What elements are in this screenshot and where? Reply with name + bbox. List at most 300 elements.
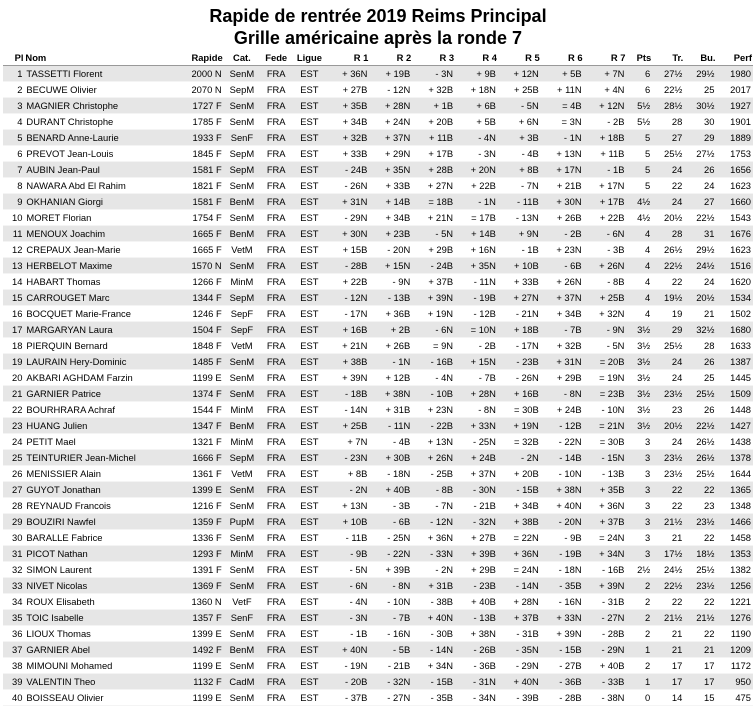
table-cell: + 28N bbox=[455, 386, 498, 402]
table-cell: 28 bbox=[652, 114, 684, 130]
table-cell: 3½ bbox=[626, 386, 652, 402]
table-cell: 17 bbox=[652, 674, 684, 690]
table-row bbox=[3, 146, 753, 162]
table-cell: EST bbox=[292, 578, 326, 594]
table-cell: PIERQUIN Bernard bbox=[24, 338, 174, 354]
table-cell: - 16N bbox=[541, 594, 584, 610]
table-cell: + 33B bbox=[369, 178, 412, 194]
table-cell: 1753 bbox=[716, 146, 753, 162]
table-cell: - 13B bbox=[369, 290, 412, 306]
table-cell: + 20B bbox=[498, 466, 541, 482]
table-cell: - 13B bbox=[584, 466, 627, 482]
table-row bbox=[3, 690, 753, 706]
table-cell: VetM bbox=[224, 338, 260, 354]
table-cell: EST bbox=[292, 562, 326, 578]
table-cell: 27½ bbox=[684, 146, 716, 162]
table-cell: 1321 F bbox=[174, 434, 223, 450]
table-cell: VetF bbox=[224, 594, 260, 610]
table-cell: + 26N bbox=[584, 258, 627, 274]
table-cell: 1427 bbox=[716, 418, 753, 434]
table-cell: SepM bbox=[224, 146, 260, 162]
table-cell: + 17B bbox=[584, 194, 627, 210]
table-cell: - 9N bbox=[584, 322, 627, 338]
table-cell: + 40N bbox=[412, 610, 455, 626]
table-cell: BARALLE Fabrice bbox=[24, 530, 174, 546]
table-cell: + 12N bbox=[498, 66, 541, 82]
table-cell: 29 bbox=[684, 130, 716, 146]
table-cell: 3 bbox=[626, 466, 652, 482]
table-cell: EST bbox=[292, 418, 326, 434]
table-cell: - 12N bbox=[369, 82, 412, 98]
table-cell: = 30B bbox=[584, 434, 627, 450]
table-cell: + 16B bbox=[327, 322, 370, 338]
table-cell: + 17B bbox=[412, 146, 455, 162]
table-cell: 1199 E bbox=[174, 690, 223, 706]
table-cell: + 40N bbox=[541, 498, 584, 514]
table-cell: + 27N bbox=[498, 290, 541, 306]
table-cell: - 9N bbox=[369, 274, 412, 290]
table-cell: - 4B bbox=[369, 434, 412, 450]
table-cell: 30½ bbox=[684, 98, 716, 114]
table-cell: + 2B bbox=[369, 322, 412, 338]
column-header: R 7 bbox=[584, 50, 627, 66]
table-cell: SenM bbox=[224, 482, 260, 498]
table-cell: SenM bbox=[224, 354, 260, 370]
table-cell: - 17N bbox=[498, 338, 541, 354]
table-cell: - 6B bbox=[541, 258, 584, 274]
table-cell: 4 bbox=[626, 258, 652, 274]
table-cell: - 6N bbox=[327, 578, 370, 594]
table-cell: 29½ bbox=[684, 66, 716, 82]
table-cell: 1353 bbox=[716, 546, 753, 562]
table-cell: BECUWE Olivier bbox=[24, 82, 174, 98]
table-cell: - 1N bbox=[455, 194, 498, 210]
table-cell: EST bbox=[292, 546, 326, 562]
table-cell: 25½ bbox=[652, 146, 684, 162]
table-cell: - 19N bbox=[327, 658, 370, 674]
table-cell: + 36N bbox=[412, 530, 455, 546]
table-cell: 1369 F bbox=[174, 578, 223, 594]
table-cell: EST bbox=[292, 530, 326, 546]
table-cell: - 23N bbox=[327, 450, 370, 466]
table-cell: - 25N bbox=[455, 434, 498, 450]
table-cell: 3 bbox=[626, 450, 652, 466]
table-cell: + 30N bbox=[541, 194, 584, 210]
table-cell: MIMOUNI Mohamed bbox=[24, 658, 174, 674]
table-cell: 38 bbox=[3, 658, 24, 674]
table-cell: + 28B bbox=[412, 162, 455, 178]
table-cell: SenM bbox=[224, 530, 260, 546]
table-cell: SenM bbox=[224, 210, 260, 226]
table-cell: - 27B bbox=[541, 658, 584, 674]
table-cell: + 15N bbox=[455, 354, 498, 370]
table-cell: - 33B bbox=[584, 674, 627, 690]
table-cell: 5½ bbox=[626, 98, 652, 114]
table-row bbox=[3, 306, 753, 322]
table-cell: - 5N bbox=[327, 562, 370, 578]
table-row bbox=[3, 466, 753, 482]
table-cell: 28½ bbox=[652, 98, 684, 114]
table-cell: + 37B bbox=[498, 610, 541, 626]
table-cell: - 30N bbox=[455, 482, 498, 498]
table-cell: FRA bbox=[260, 274, 292, 290]
table-cell: - 19B bbox=[541, 546, 584, 562]
table-cell: - 28B bbox=[584, 626, 627, 642]
column-header: Bu. bbox=[684, 50, 716, 66]
table-cell: - 6N bbox=[584, 226, 627, 242]
table-cell: FRA bbox=[260, 242, 292, 258]
table-cell: - 5N bbox=[584, 338, 627, 354]
table-cell: + 19B bbox=[369, 66, 412, 82]
table-cell: 2 bbox=[3, 82, 24, 98]
table-cell: + 9B bbox=[455, 66, 498, 82]
table-cell: + 28N bbox=[369, 98, 412, 114]
table-cell: 17 bbox=[684, 658, 716, 674]
table-row bbox=[3, 338, 753, 354]
table-cell: 1821 F bbox=[174, 178, 223, 194]
table-cell: 3 bbox=[626, 530, 652, 546]
table-cell: DURANT Christophe bbox=[24, 114, 174, 130]
table-cell: - 8N bbox=[369, 578, 412, 594]
column-header: Fede bbox=[260, 50, 292, 66]
table-row bbox=[3, 178, 753, 194]
table-cell: + 36B bbox=[369, 306, 412, 322]
table-cell: 32 bbox=[3, 562, 24, 578]
table-cell: FRA bbox=[260, 642, 292, 658]
table-cell: 22 bbox=[652, 178, 684, 194]
table-row bbox=[3, 194, 753, 210]
table-cell: 22½ bbox=[652, 258, 684, 274]
table-cell: 35 bbox=[3, 610, 24, 626]
table-cell: VALENTIN Theo bbox=[24, 674, 174, 690]
table-cell: = 10N bbox=[455, 322, 498, 338]
table-cell: 27 bbox=[652, 130, 684, 146]
table-cell: 4½ bbox=[626, 194, 652, 210]
table-cell: + 35N bbox=[369, 162, 412, 178]
table-cell: AKBARI AGHDAM Farzin bbox=[24, 370, 174, 386]
table-cell: 16 bbox=[3, 306, 24, 322]
table-cell: 1382 bbox=[716, 562, 753, 578]
table-cell: + 38B bbox=[498, 514, 541, 530]
table-row bbox=[3, 162, 753, 178]
table-cell: FRA bbox=[260, 434, 292, 450]
table-cell: 39 bbox=[3, 674, 24, 690]
table-cell: = 21N bbox=[584, 418, 627, 434]
table-cell: REYNAUD Francois bbox=[24, 498, 174, 514]
table-row bbox=[3, 290, 753, 306]
table-cell: EST bbox=[292, 626, 326, 642]
table-cell: MENISSIER Alain bbox=[24, 466, 174, 482]
table-cell: MinM bbox=[224, 274, 260, 290]
table-cell: 4 bbox=[626, 274, 652, 290]
table-cell: 1623 bbox=[716, 178, 753, 194]
table-cell: - 30B bbox=[412, 626, 455, 642]
table-cell: + 18B bbox=[498, 322, 541, 338]
table-cell: 1927 bbox=[716, 98, 753, 114]
table-cell: 27 bbox=[3, 482, 24, 498]
table-cell: 1581 F bbox=[174, 162, 223, 178]
table-cell: + 29B bbox=[455, 562, 498, 578]
table-cell: + 39N bbox=[327, 370, 370, 386]
table-cell: SepF bbox=[224, 322, 260, 338]
table-cell: 1221 bbox=[716, 594, 753, 610]
table-row bbox=[3, 210, 753, 226]
table-row bbox=[3, 610, 753, 626]
table-cell: - 21B bbox=[369, 658, 412, 674]
table-cell: 6 bbox=[626, 82, 652, 98]
table-cell: + 26B bbox=[541, 210, 584, 226]
table-cell: - 12N bbox=[412, 514, 455, 530]
table-cell: EST bbox=[292, 610, 326, 626]
table-cell: 1933 F bbox=[174, 130, 223, 146]
table-cell: 29 bbox=[652, 322, 684, 338]
table-cell: 26 bbox=[684, 162, 716, 178]
column-header: R 4 bbox=[455, 50, 498, 66]
table-cell: 1199 E bbox=[174, 658, 223, 674]
table-cell: SenM bbox=[224, 626, 260, 642]
table-cell: 15 bbox=[3, 290, 24, 306]
table-cell: - 5N bbox=[412, 226, 455, 242]
table-cell: 23 bbox=[684, 498, 716, 514]
table-cell: 29 bbox=[3, 514, 24, 530]
table-cell: - 14B bbox=[541, 450, 584, 466]
table-cell: - 38N bbox=[584, 690, 627, 706]
table-cell: + 29B bbox=[412, 242, 455, 258]
table-cell: 1623 bbox=[716, 242, 753, 258]
table-cell: EST bbox=[292, 386, 326, 402]
table-cell: - 5B bbox=[369, 642, 412, 658]
table-cell: FRA bbox=[260, 258, 292, 274]
table-cell: FRA bbox=[260, 466, 292, 482]
table-cell: - 4B bbox=[498, 146, 541, 162]
table-cell: MARGARYAN Laura bbox=[24, 322, 174, 338]
table-cell: + 28N bbox=[498, 594, 541, 610]
table-cell: PREVOT Jean-Louis bbox=[24, 146, 174, 162]
table-cell: + 14B bbox=[369, 194, 412, 210]
table-cell: 28 bbox=[652, 226, 684, 242]
table-cell: SepM bbox=[224, 290, 260, 306]
table-cell: + 23B bbox=[369, 226, 412, 242]
table-cell: EST bbox=[292, 322, 326, 338]
table-cell: 1848 F bbox=[174, 338, 223, 354]
page-title: Rapide de rentrée 2019 Reims Principal bbox=[209, 6, 547, 26]
table-cell: + 40N bbox=[498, 674, 541, 690]
table-row bbox=[3, 514, 753, 530]
table-cell: - 7B bbox=[541, 322, 584, 338]
table-cell: + 34N bbox=[584, 546, 627, 562]
table-cell: + 35N bbox=[455, 258, 498, 274]
table-cell: - 20B bbox=[327, 674, 370, 690]
table-cell: = 30B bbox=[498, 402, 541, 418]
table-cell: + 34B bbox=[498, 498, 541, 514]
table-cell: EST bbox=[292, 402, 326, 418]
table-cell: 1360 N bbox=[174, 594, 223, 610]
table-cell: FRA bbox=[260, 290, 292, 306]
table-cell: 20 bbox=[3, 370, 24, 386]
table-cell: EST bbox=[292, 114, 326, 130]
table-cell: + 29B bbox=[541, 370, 584, 386]
table-row bbox=[3, 322, 753, 338]
table-cell: EST bbox=[292, 594, 326, 610]
table-cell: + 35B bbox=[584, 482, 627, 498]
table-cell: - 10N bbox=[369, 594, 412, 610]
table-cell: 1172 bbox=[716, 658, 753, 674]
table-cell: 1256 bbox=[716, 578, 753, 594]
table-row bbox=[3, 386, 753, 402]
table-row bbox=[3, 450, 753, 466]
table-cell: + 20N bbox=[455, 162, 498, 178]
table-cell: 1633 bbox=[716, 338, 753, 354]
table-cell: + 22B bbox=[584, 210, 627, 226]
table-cell: - 31N bbox=[455, 674, 498, 690]
table-cell: 1502 bbox=[716, 306, 753, 322]
table-cell: + 35B bbox=[327, 98, 370, 114]
table-row bbox=[3, 114, 753, 130]
table-cell: 2½ bbox=[626, 562, 652, 578]
table-cell: FRA bbox=[260, 514, 292, 530]
table-cell: SenM bbox=[224, 114, 260, 130]
table-cell: SepF bbox=[224, 306, 260, 322]
table-cell: 26 bbox=[3, 466, 24, 482]
table-cell: EST bbox=[292, 450, 326, 466]
table-cell: EST bbox=[292, 514, 326, 530]
table-cell: 22 bbox=[652, 482, 684, 498]
table-cell: FRA bbox=[260, 626, 292, 642]
table-cell: - 27N bbox=[584, 610, 627, 626]
table-cell: - 16B bbox=[584, 562, 627, 578]
table-cell: FRA bbox=[260, 402, 292, 418]
table-cell: BOUZIRI Nawfel bbox=[24, 514, 174, 530]
table-cell: 1246 F bbox=[174, 306, 223, 322]
table-cell: - 24B bbox=[412, 258, 455, 274]
table-row bbox=[3, 82, 753, 98]
table-cell: + 15N bbox=[369, 258, 412, 274]
table-cell: 19 bbox=[652, 306, 684, 322]
table-cell: 8 bbox=[3, 178, 24, 194]
table-cell: - 1B bbox=[584, 162, 627, 178]
table-cell: - 1N bbox=[541, 130, 584, 146]
table-cell: - 29N bbox=[327, 210, 370, 226]
table-cell: - 29N bbox=[498, 658, 541, 674]
table-cell: 1458 bbox=[716, 530, 753, 546]
table-cell: FRA bbox=[260, 98, 292, 114]
table-cell: - 23B bbox=[498, 354, 541, 370]
table-cell: 1509 bbox=[716, 386, 753, 402]
table-cell: + 32N bbox=[584, 306, 627, 322]
table-cell: 1344 F bbox=[174, 290, 223, 306]
table-cell: 3 bbox=[626, 546, 652, 562]
table-cell: 1 bbox=[3, 66, 24, 82]
table-cell: 21 bbox=[652, 530, 684, 546]
table-cell: 2000 N bbox=[174, 66, 223, 82]
table-cell: 1399 E bbox=[174, 626, 223, 642]
table-cell: + 5B bbox=[455, 114, 498, 130]
table-cell: 25½ bbox=[684, 386, 716, 402]
table-cell: 4½ bbox=[626, 210, 652, 226]
table-cell: + 10B bbox=[327, 514, 370, 530]
table-cell: 6 bbox=[3, 146, 24, 162]
table-cell: + 34B bbox=[369, 210, 412, 226]
column-header: R 2 bbox=[369, 50, 412, 66]
table-cell: 23½ bbox=[652, 466, 684, 482]
table-cell: SenM bbox=[224, 658, 260, 674]
table-cell: 1504 F bbox=[174, 322, 223, 338]
table-cell: 1680 bbox=[716, 322, 753, 338]
table-cell: 7 bbox=[3, 162, 24, 178]
table-cell: GARNIER Abel bbox=[24, 642, 174, 658]
table-cell: MAGNIER Christophe bbox=[24, 98, 174, 114]
table-cell: AUBIN Jean-Paul bbox=[24, 162, 174, 178]
table-cell: 1448 bbox=[716, 402, 753, 418]
table-cell: 17 bbox=[652, 658, 684, 674]
table-cell: + 27B bbox=[327, 82, 370, 98]
table-cell: 1378 bbox=[716, 450, 753, 466]
table-cell: MORET Florian bbox=[24, 210, 174, 226]
table-cell: CREPAUX Jean-Marie bbox=[24, 242, 174, 258]
table-cell: + 16N bbox=[455, 242, 498, 258]
table-cell: - 26N bbox=[498, 370, 541, 386]
table-cell: + 6N bbox=[498, 114, 541, 130]
table-cell: 21 bbox=[3, 386, 24, 402]
table-row bbox=[3, 258, 753, 274]
table-cell: 25 bbox=[684, 370, 716, 386]
table-cell: 14 bbox=[3, 274, 24, 290]
table-cell: + 26B bbox=[369, 338, 412, 354]
table-cell: 12 bbox=[3, 242, 24, 258]
table-cell: OKHANIAN Giorgi bbox=[24, 194, 174, 210]
column-header: Rapide bbox=[174, 50, 223, 66]
table-cell: + 37N bbox=[369, 130, 412, 146]
column-header: R 3 bbox=[412, 50, 455, 66]
table-cell: + 40N bbox=[327, 642, 370, 658]
table-cell: + 19N bbox=[498, 418, 541, 434]
table-cell: - 36B bbox=[455, 658, 498, 674]
table-cell: 1980 bbox=[716, 66, 753, 82]
table-cell: EST bbox=[292, 482, 326, 498]
table-cell: - 10N bbox=[584, 402, 627, 418]
column-header: R 1 bbox=[327, 50, 370, 66]
table-cell: - 4N bbox=[327, 594, 370, 610]
table-cell: FRA bbox=[260, 178, 292, 194]
table-cell: - 1N bbox=[369, 354, 412, 370]
table-cell: 1901 bbox=[716, 114, 753, 130]
table-cell: 22 bbox=[652, 498, 684, 514]
table-cell: FRA bbox=[260, 450, 292, 466]
table-cell: - 32N bbox=[369, 674, 412, 690]
table-cell: = 22N bbox=[498, 530, 541, 546]
column-header: Cat. bbox=[224, 50, 260, 66]
table-cell: + 40B bbox=[455, 594, 498, 610]
table-cell: - 11N bbox=[369, 418, 412, 434]
table-cell: + 32B bbox=[412, 82, 455, 98]
table-cell: + 32B bbox=[541, 338, 584, 354]
table-cell: MinM bbox=[224, 402, 260, 418]
table-cell: 21 bbox=[684, 306, 716, 322]
table-cell: 27½ bbox=[652, 66, 684, 82]
table-cell: + 11N bbox=[541, 82, 584, 98]
table-cell: 1543 bbox=[716, 210, 753, 226]
table-cell: SenM bbox=[224, 98, 260, 114]
table-cell: - 12N bbox=[327, 290, 370, 306]
table-cell: + 18N bbox=[455, 82, 498, 98]
table-row bbox=[3, 562, 753, 578]
table-cell: - 23B bbox=[455, 578, 498, 594]
table-cell: 1665 F bbox=[174, 226, 223, 242]
table-cell: FRA bbox=[260, 162, 292, 178]
table-cell: - 35N bbox=[498, 642, 541, 658]
table-cell: + 25B bbox=[498, 82, 541, 98]
table-cell: 26½ bbox=[684, 434, 716, 450]
